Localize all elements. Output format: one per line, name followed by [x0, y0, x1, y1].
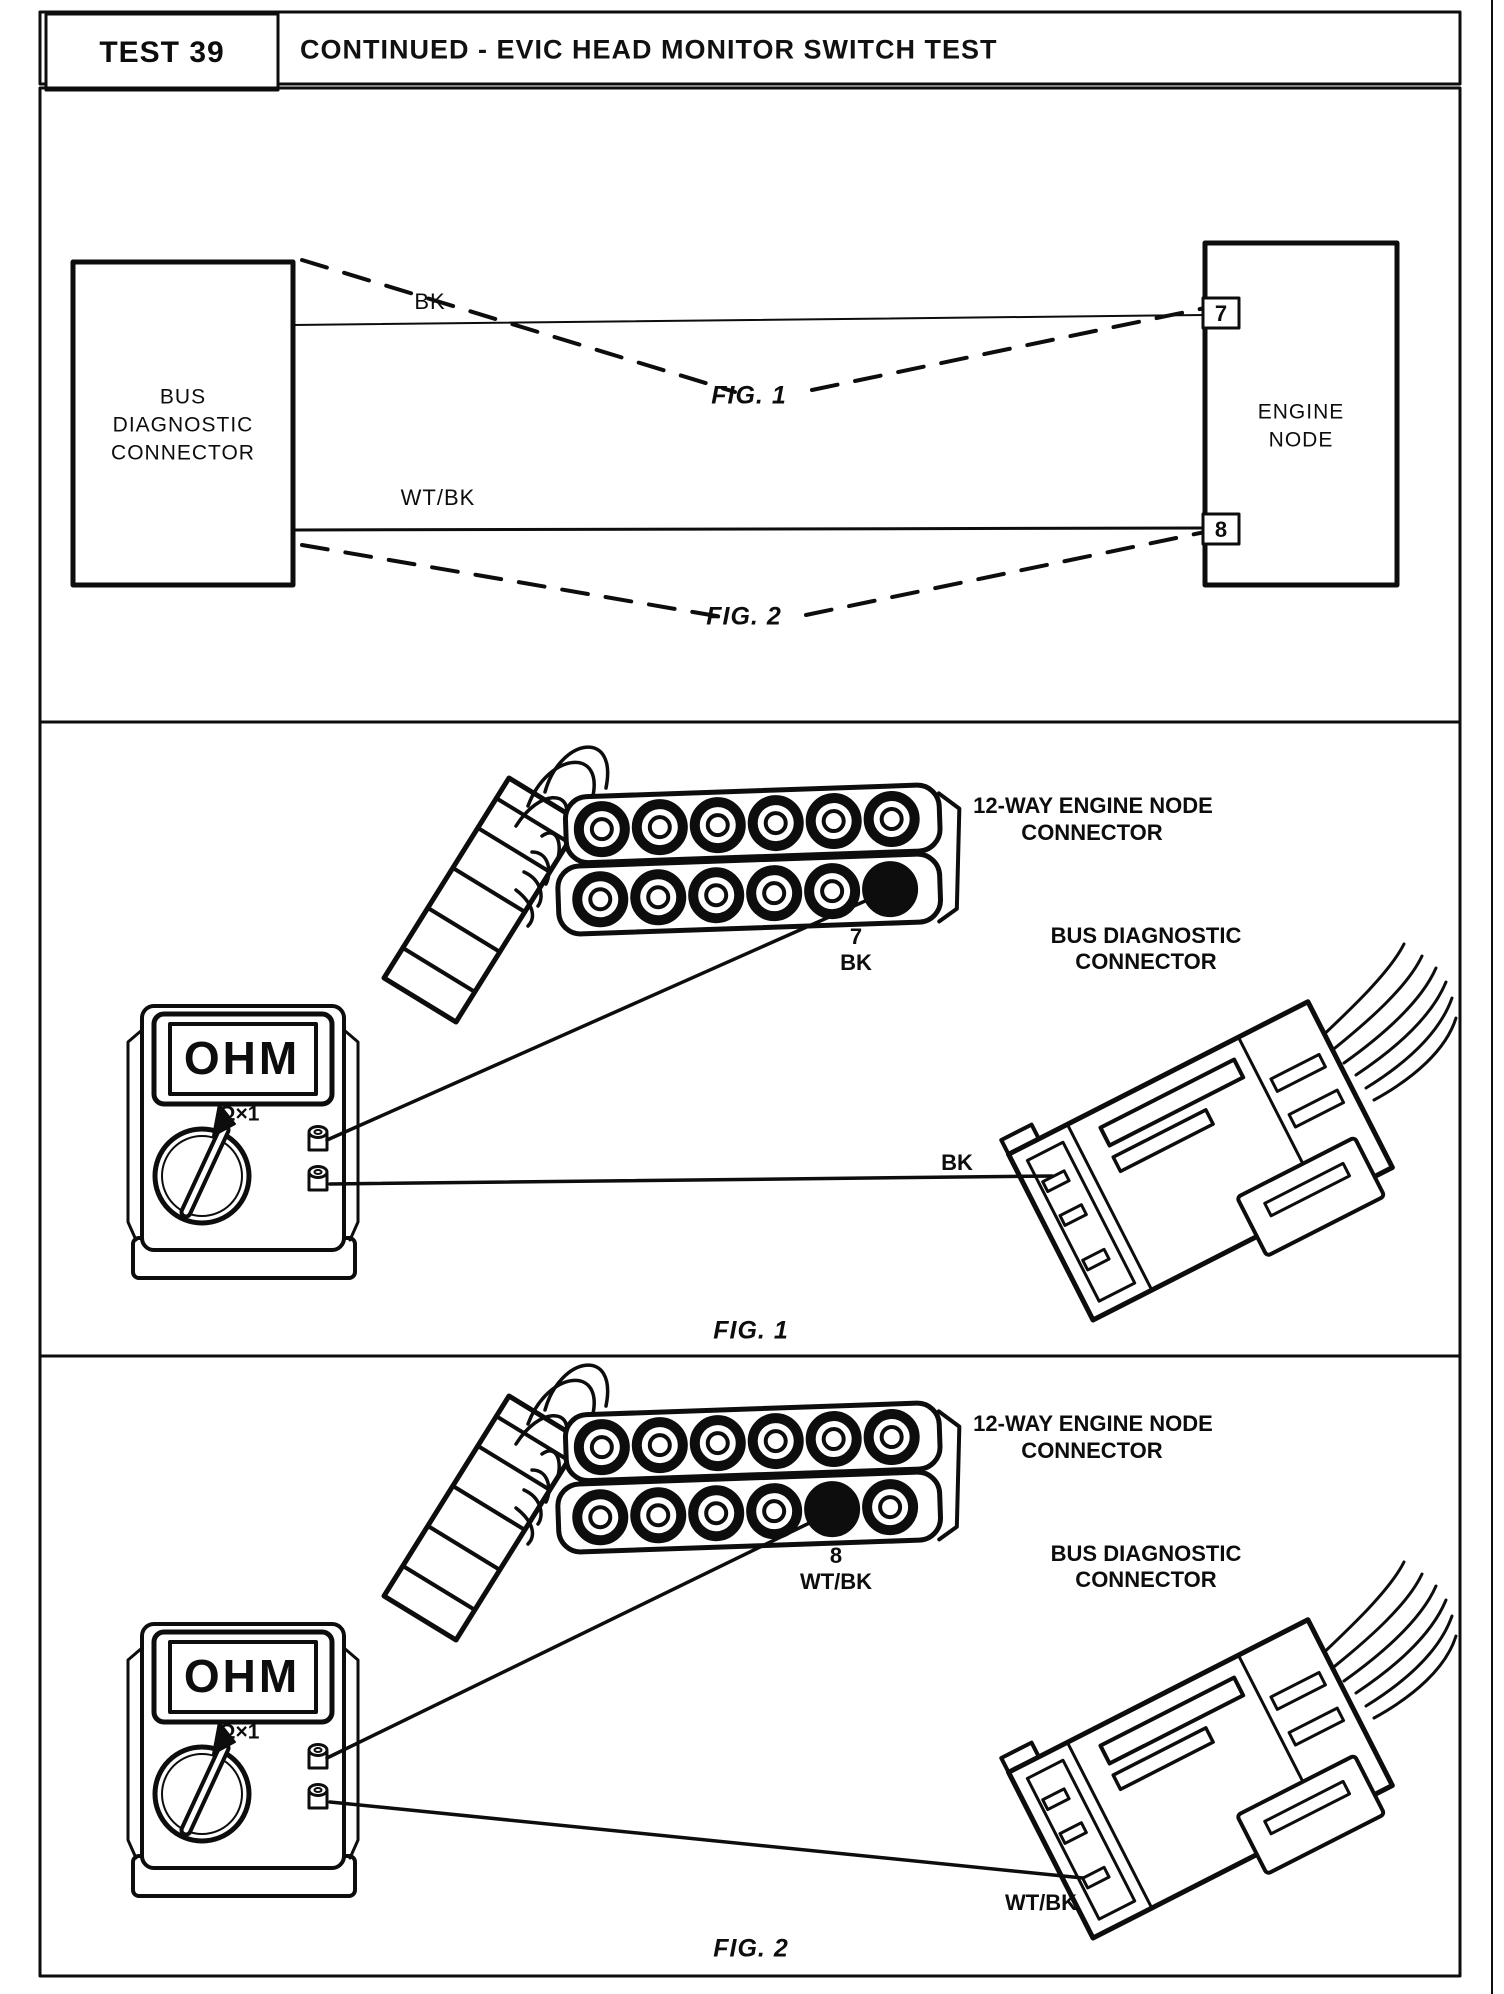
fig1-artwork — [128, 747, 1456, 1340]
fig1-caption: FIG. 1 — [713, 1316, 789, 1345]
wire-wtbk-line — [293, 528, 1205, 530]
engine-node-label-line1: ENGINE — [1257, 400, 1345, 424]
fig2-ref-dash-left — [302, 545, 728, 618]
fig1-engine-connector-label-line1: 12-WAY ENGINE NODE — [973, 793, 1213, 818]
fig2-filled-pin-8 — [806, 1483, 858, 1535]
fig1-probe-wire-label: BK — [941, 1150, 973, 1175]
fig1-engine-connector-label-line2: CONNECTOR — [1021, 820, 1163, 845]
fig2-ref-dash-right — [806, 532, 1205, 615]
fig1-ref-dash-left — [302, 260, 735, 392]
pin-7-number: 7 — [1214, 301, 1228, 326]
fig2-probe-wire-label: WT/BK — [1004, 1890, 1078, 1915]
fig1-bus-connector — [1001, 944, 1456, 1340]
fig2-engine-connector-label-line1: 12-WAY ENGINE NODE — [973, 1411, 1213, 1436]
schematic-fig1-ref: FIG. 1 — [711, 381, 787, 410]
bus-box-label-line1: BUS — [159, 385, 207, 409]
bus-box-label-line2: DIAGNOSTIC — [112, 413, 254, 437]
fig2-engine-connector — [384, 1365, 963, 1640]
fig1-meter-range: Ω×1 — [218, 1102, 260, 1126]
fig2-artwork — [128, 1365, 1456, 1958]
fig2-test-lead-2 — [330, 1802, 1083, 1878]
fig2-test-pin-wire: WT/BK — [799, 1569, 873, 1594]
fig1-test-pin-wire: BK — [840, 950, 872, 975]
pin-8-number: 8 — [1214, 517, 1228, 542]
wire-bk-line — [293, 315, 1205, 325]
fig1-ref-dash-right — [812, 308, 1205, 390]
fig2-meter-range: Ω×1 — [218, 1720, 260, 1744]
fig1-meter-display: OHM — [183, 1032, 301, 1084]
fig1-bus-connector-label-line2: CONNECTOR — [1075, 949, 1217, 974]
fig2-bus-connector-label-line1: BUS DIAGNOSTIC — [1050, 1541, 1242, 1566]
wire-bk-label: BK — [414, 289, 446, 314]
fig1-bus-connector-label-line1: BUS DIAGNOSTIC — [1050, 923, 1242, 948]
bus-box-label-line3: CONNECTOR — [111, 441, 255, 465]
fig2-bus-connector-label-line2: CONNECTOR — [1075, 1567, 1217, 1592]
fig1-test-lead-2 — [330, 1176, 1052, 1184]
engine-node-label-line2: NODE — [1268, 428, 1334, 452]
fig1-test-pin-number: 7 — [849, 924, 863, 949]
page-title: CONTINUED - EVIC HEAD MONITOR SWITCH TEST — [300, 34, 998, 65]
fig2-engine-connector-label-line2: CONNECTOR — [1021, 1438, 1163, 1463]
fig1-filled-pin-7 — [864, 863, 916, 915]
wire-wtbk-label: WT/BK — [400, 485, 476, 510]
test-number: TEST 39 — [99, 36, 225, 69]
fig2-test-pin-number: 8 — [829, 1543, 843, 1568]
schematic-artwork — [73, 243, 1397, 618]
fig2-caption: FIG. 2 — [713, 1934, 789, 1963]
schematic-fig2-ref: FIG. 2 — [706, 602, 782, 631]
fig2-meter-display: OHM — [183, 1650, 301, 1702]
